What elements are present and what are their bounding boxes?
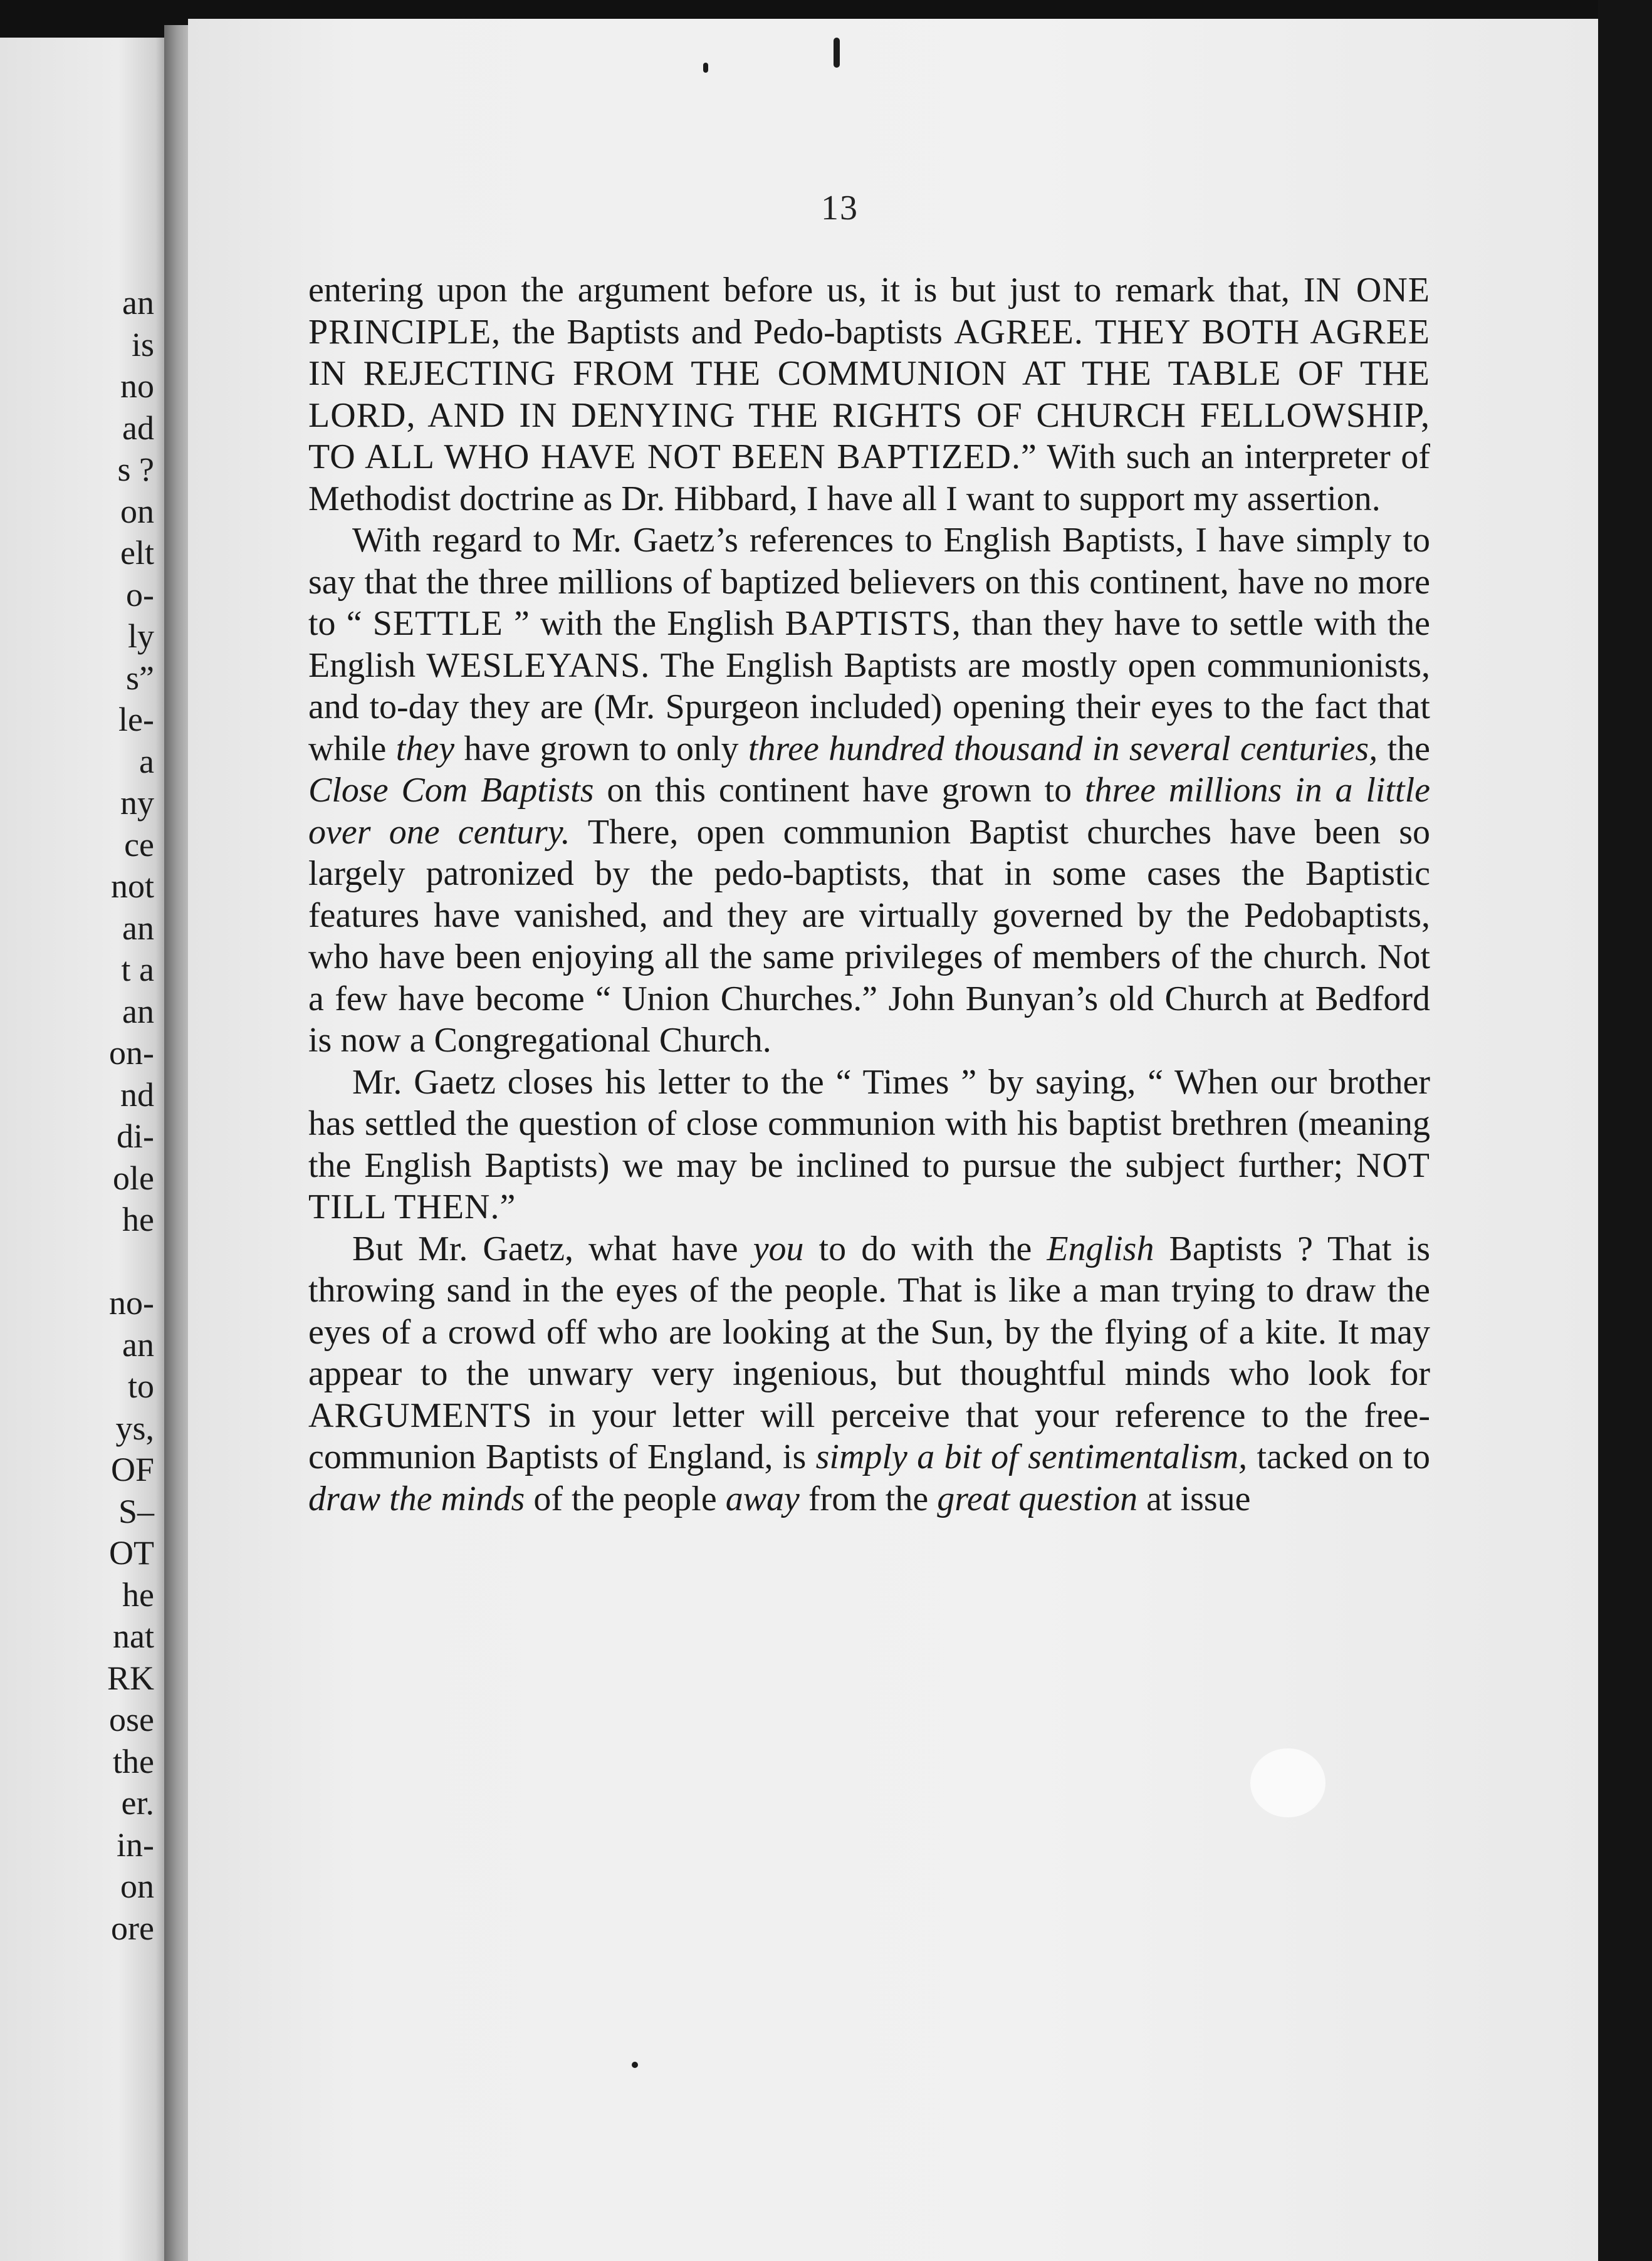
facing-page-fragment: not [110,867,154,905]
text-run: There, open communion Baptist churches have been so largely patronized by the pedo-baptists, that in some cases the Baptistic features have vanished, and they are virtually governed by the Pedobaptists, who have been enjoying all the same privileges of members of the church. Not a few have become “ Union Churches.” John Bunyan’s old Church at Bedford is now a Congregational Church. [308,812,1431,1060]
emphasis-italic: simply a bit of sentimentalism, [815,1438,1248,1476]
text-run: ” [499,1188,516,1226]
emphasis-italic: three hundred thousand in several centuries, [748,729,1378,768]
emphasis-caps: IN ONE PRINCIPLE, [308,271,1430,352]
facing-page-fragment: t a [121,951,154,988]
facing-page-fragment: he [122,1575,154,1614]
facing-page-fragment: nd [120,1075,154,1114]
emphasis-caps: ARGUMENTS [308,1396,533,1435]
facing-page-fragment: ose [109,1701,154,1738]
facing-page-fragment: S– [118,1492,154,1530]
facing-page-fragment: on [120,492,154,530]
emphasis-caps: SETTLE [372,604,503,643]
body-text [308,269,1430,1520]
emphasis-italic: you [753,1229,804,1268]
facing-page-fragment: in- [117,1825,154,1864]
facing-page-fragment: ys, [115,1409,154,1447]
text-run: entering upon the argument before us, it is but just to remark that, [308,271,1304,310]
text-run: on this continent have grown to [593,771,1085,810]
emphasis-italic: draw the minds [308,1479,525,1518]
facing-page-fragment: OT [109,1534,154,1572]
facing-page-fragment: an [122,1325,154,1364]
facing-page-fragment: to [127,1367,154,1405]
emphasis-caps: BAPTISTS, [785,604,961,643]
page-number: 13 [821,189,859,227]
facing-page-fragment: le- [118,701,154,738]
facing-page-fragment: er. [121,1784,154,1822]
facing-page-fragment: o- [126,575,154,614]
emphasis-italic: Close Com Baptists [308,771,594,810]
facing-page-fragment: s ? [117,451,154,488]
emphasis-italic: three millions in a little over one century. [308,771,1430,852]
facing-page-fragment: no- [109,1284,154,1322]
text-run: With regard to Mr. Gaetz’s references to English Baptists, I have simply to say that the three millions of baptized believers on this continent, have no more to “ [308,521,1430,643]
emphasis-caps: AGREE. THEY BOTH AGREE IN REJECTING FROM THE COMMUNION AT THE TABLE OF THE LORD, AND IN DENYING THE RIGHTS OF CHURCH FELLOWSHIP, TO ALL WHO HAVE NOT BEEN BAPTIZED.” [308,312,1430,476]
facing-page-fragment: no [120,367,154,405]
facing-page-left [0,38,169,2261]
text-run: ” with the English [503,604,785,643]
text-run: have grown to only [454,729,748,768]
paper-blemish [1250,1748,1325,1817]
facing-page-fragment: an [122,909,154,947]
text-run: With such an interpreter of Methodist doctrine as Dr. Hibbard, I have all I want to support my assertion. [308,437,1431,518]
text-run: at issue [1137,1479,1251,1518]
emphasis-italic: English [1047,1229,1154,1268]
facing-page-fragment: nat [113,1617,154,1655]
ink-speck [703,63,708,73]
text-run: to do with the [803,1229,1047,1268]
text-run: of the people [525,1479,726,1518]
ink-speck [834,38,840,68]
emphasis-caps: NOT TILL THEN. [308,1146,1430,1226]
text-run: in your letter will perceive that your reference to the free-communion Baptists of England, is [308,1396,1430,1476]
emphasis-italic: great question [937,1479,1138,1518]
facing-page-fragment: di- [117,1117,154,1155]
facing-page-fragment: ore [111,1909,154,1947]
facing-page-fragment: s” [126,659,154,697]
facing-page-fragment: ly [127,617,154,655]
facing-page-fragment: on [120,1867,154,1905]
facing-page-fragment: elt [120,534,154,572]
paragraph [308,520,1430,1062]
facing-page-fragment: on- [109,1034,154,1072]
facing-page-fragment: an [122,992,154,1030]
text-run: the [1378,729,1430,768]
facing-page-fragment: OF [110,1451,154,1488]
facing-page-fragment: ad [122,409,154,447]
scan-border-right [1598,0,1652,2261]
paragraph [308,1228,1430,1520]
facing-page-fragment: the [113,1742,154,1780]
facing-page-fragment: ny [120,784,154,822]
facing-page-fragment: he [122,1201,154,1238]
text-run: tacked on to [1247,1438,1430,1476]
text-run: But Mr. Gaetz, what have [352,1229,753,1268]
text-run: The English Baptists are mostly open communionists, and to-day they are (Mr. Spurgeon included) opening their eyes to the fact that while [308,645,1430,768]
facing-page-fragment: RK [107,1659,154,1697]
text-run: the Baptists and Pedo-baptists [501,312,954,352]
facing-page-fragment: ole [113,1159,154,1197]
text-run: Mr. Gaetz closes his letter to the “ Times ” by saying, “ When our brother has settled the question of close communion with his baptist brethren (meaning the English Baptists) we may be inclined to pursue the subject further; [308,1062,1430,1185]
facing-page-fragment: is [131,325,154,363]
text-run: Baptists ? That is throwing sand in the eyes of the people. That is like a man trying to draw the eyes of a crowd off who are looking at the Sun, by the flying of a kite. It may appear to the unwary very ingenious, but thoughtful minds who look for [308,1229,1430,1393]
ink-speck [632,2062,638,2068]
facing-page-fragment: an [122,284,154,321]
facing-page-fragment: ce [124,825,154,864]
emphasis-caps: WESLEYANS. [426,645,651,685]
text-run: from the [799,1479,938,1518]
emphasis-italic: they [395,729,455,768]
facing-page-fragment: a [139,742,154,780]
text-run: than they have to settle with the English [308,604,1430,685]
paragraph [308,1062,1430,1228]
emphasis-italic: away [725,1479,800,1518]
paragraph [308,269,1430,520]
